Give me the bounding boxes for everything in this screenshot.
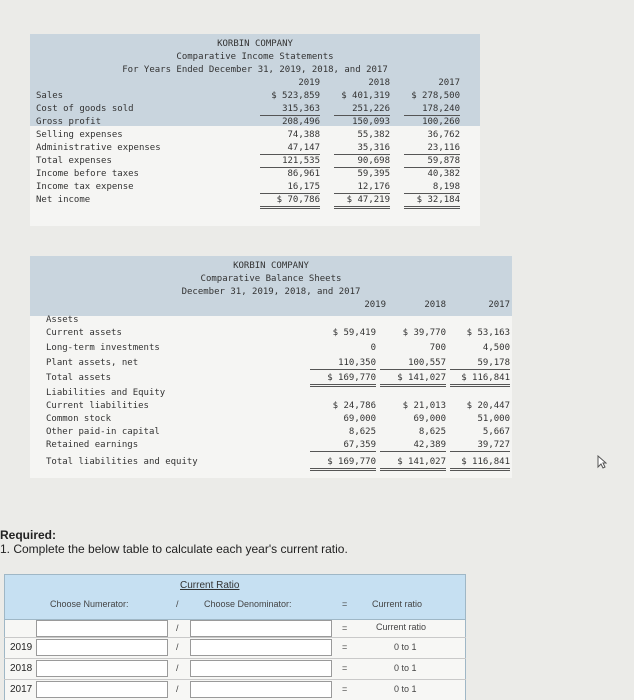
liability-row-value: 8,625 <box>418 427 446 437</box>
income-row-value: $ 32,184 <box>404 194 460 209</box>
income-row-value: 59,878 <box>404 155 460 168</box>
balance-company: KORBIN COMPANY <box>233 261 309 271</box>
income-row-value: $ 47,219 <box>334 194 390 209</box>
income-year-2019: 2019 <box>298 78 320 88</box>
income-row-label: Net income <box>36 195 91 205</box>
income-row-label: Income before taxes <box>36 169 139 179</box>
income-row-value: 40,382 <box>427 169 460 179</box>
denominator-input[interactable] <box>190 660 332 677</box>
liability-row-label: Common stock <box>46 414 112 424</box>
asset-row-value: 100,557 <box>380 357 446 370</box>
income-row-value: 86,961 <box>287 169 320 179</box>
income-year-2018: 2018 <box>368 78 390 88</box>
asset-row-value: 0 <box>370 343 376 353</box>
income-row-label: Income tax expense <box>36 182 134 192</box>
row-slash: / <box>176 663 179 673</box>
liability-row-value: 69,000 <box>343 414 376 424</box>
subrow-slash: / <box>176 623 179 633</box>
row-slash: / <box>176 642 179 652</box>
denominator-header: Choose Denominator: <box>204 599 292 609</box>
ratio-result: 0 to 1 <box>394 684 417 694</box>
income-year-2017: 2017 <box>438 78 460 88</box>
income-row-value: 315,363 <box>260 103 320 116</box>
row-slash: / <box>176 684 179 694</box>
income-row-value: 251,226 <box>334 103 390 116</box>
ratio-result: 0 to 1 <box>394 663 417 673</box>
row-equals: = <box>342 663 348 673</box>
balance-year-2018: 2018 <box>424 300 446 310</box>
balance-date: December 31, 2019, 2018, and 2017 <box>181 287 361 297</box>
income-row-value: 36,762 <box>427 130 460 140</box>
balance-title: Comparative Balance Sheets <box>200 274 342 284</box>
income-row-value: 12,176 <box>334 181 390 194</box>
balance-year-2017: 2017 <box>488 300 510 310</box>
income-row-value: 90,698 <box>334 155 390 168</box>
balance-sheet <box>30 256 512 478</box>
income-row-value: $ 401,319 <box>341 91 390 101</box>
income-title: Comparative Income Statements <box>176 52 334 62</box>
ratio-row-year: 2019 <box>10 642 33 653</box>
balance-year-2019: 2019 <box>364 300 386 310</box>
asset-row-value: $ 141,027 <box>380 372 446 387</box>
required-instruction: 1. Complete the below table to calculate each year's current ratio. <box>0 542 348 556</box>
current-ratio-subheader: Current ratio <box>376 622 427 632</box>
liability-row-value: 39,727 <box>450 439 510 452</box>
asset-row-label: Long-term investments <box>46 343 160 353</box>
income-row-label: Gross profit <box>36 117 102 127</box>
liability-row-value: $ 24,786 <box>332 401 376 411</box>
asset-row-value: 4,500 <box>482 343 510 353</box>
income-row-value: $ 523,859 <box>271 91 320 101</box>
income-company: KORBIN COMPANY <box>217 39 293 49</box>
income-row-value: 47,147 <box>260 142 320 155</box>
income-row-value: 16,175 <box>260 181 320 194</box>
liability-row-label: Other paid-in capital <box>46 427 160 437</box>
liability-row-label: Total liabilities and equity <box>46 457 198 467</box>
required-section <box>0 528 348 556</box>
ratio-table-title: Current Ratio <box>180 580 240 591</box>
income-row-value: 121,535 <box>260 155 320 168</box>
asset-row-value: $ 39,770 <box>402 328 446 338</box>
liability-row-value: 5,667 <box>482 427 510 437</box>
asset-row-value: $ 59,419 <box>332 328 376 338</box>
income-row-value: 59,395 <box>357 169 390 179</box>
asset-row-label: Current assets <box>46 328 122 338</box>
numerator-input[interactable] <box>36 681 168 698</box>
required-heading: Required: <box>0 528 57 542</box>
income-row-value: 35,316 <box>334 142 390 155</box>
liability-row-value: $ 141,027 <box>380 456 446 471</box>
income-row-value: 150,093 <box>352 117 390 127</box>
header-equals: = <box>342 599 348 609</box>
asset-row-label: Total assets <box>46 373 112 383</box>
liability-row-value: 67,359 <box>310 439 376 452</box>
numerator-header: Choose Numerator: <box>50 599 129 609</box>
liability-row-value: $ 20,447 <box>466 401 510 411</box>
ratio-result: 0 to 1 <box>394 642 417 652</box>
asset-row-value: $ 169,770 <box>310 372 376 387</box>
income-row-value: 23,116 <box>404 142 460 155</box>
income-row-value: 100,260 <box>422 117 460 127</box>
liability-row-value: $ 21,013 <box>402 401 446 411</box>
assets-heading: Assets <box>46 315 79 325</box>
income-row-value: 74,388 <box>287 130 320 140</box>
liability-row-label: Retained earnings <box>46 440 139 450</box>
liability-row-value: $ 169,770 <box>310 456 376 471</box>
asset-row-value: $ 53,163 <box>466 328 510 338</box>
liability-row-value: 42,389 <box>380 439 446 452</box>
income-row-value: $ 70,786 <box>260 194 320 209</box>
income-row-label: Administrative expenses <box>36 143 161 153</box>
asset-row-value: 59,178 <box>450 357 510 370</box>
denominator-input[interactable] <box>190 639 332 656</box>
ratio-row-year: 2018 <box>10 663 33 674</box>
current-ratio-table <box>0 574 466 700</box>
asset-row-label: Plant assets, net <box>46 358 139 368</box>
income-period: For Years Ended December 31, 2019, 2018, and 2017 <box>122 65 388 75</box>
row-equals: = <box>342 684 348 694</box>
liability-row-value: $ 116,841 <box>450 456 510 471</box>
income-row-label: Sales <box>36 91 64 101</box>
result-header: Current ratio <box>372 599 423 609</box>
asset-row-value: 700 <box>429 343 446 353</box>
income-row-value: 208,496 <box>282 117 320 127</box>
asset-row-value: $ 116,841 <box>450 372 510 387</box>
ratio-row-year: 2017 <box>10 684 33 695</box>
liabilities-heading: Liabilities and Equity <box>46 388 166 398</box>
numerator-input[interactable] <box>36 639 168 656</box>
income-row-value: 8,198 <box>404 181 460 194</box>
income-row-label: Selling expenses <box>36 130 123 140</box>
income-row-label: Total expenses <box>36 156 112 166</box>
liability-row-label: Current liabilities <box>46 401 149 411</box>
asset-row-value: 110,350 <box>310 357 376 370</box>
liability-row-value: 69,000 <box>413 414 446 424</box>
denominator-input[interactable] <box>190 681 332 698</box>
liability-row-value: 51,000 <box>477 414 510 424</box>
income-row-value: 55,382 <box>357 130 390 140</box>
income-statement <box>30 34 480 226</box>
header-slash: / <box>176 599 179 609</box>
numerator-input[interactable] <box>36 660 168 677</box>
subrow-equals: = <box>342 623 348 633</box>
income-row-value: $ 278,500 <box>411 91 460 101</box>
mouse-cursor-icon <box>597 455 607 469</box>
income-row-value: 178,240 <box>404 103 460 116</box>
income-row-label: Cost of goods sold <box>36 104 134 114</box>
liability-row-value: 8,625 <box>348 427 376 437</box>
numerator-input-header-row[interactable] <box>36 620 168 637</box>
denominator-input-header-row[interactable] <box>190 620 332 637</box>
row-equals: = <box>342 642 348 652</box>
